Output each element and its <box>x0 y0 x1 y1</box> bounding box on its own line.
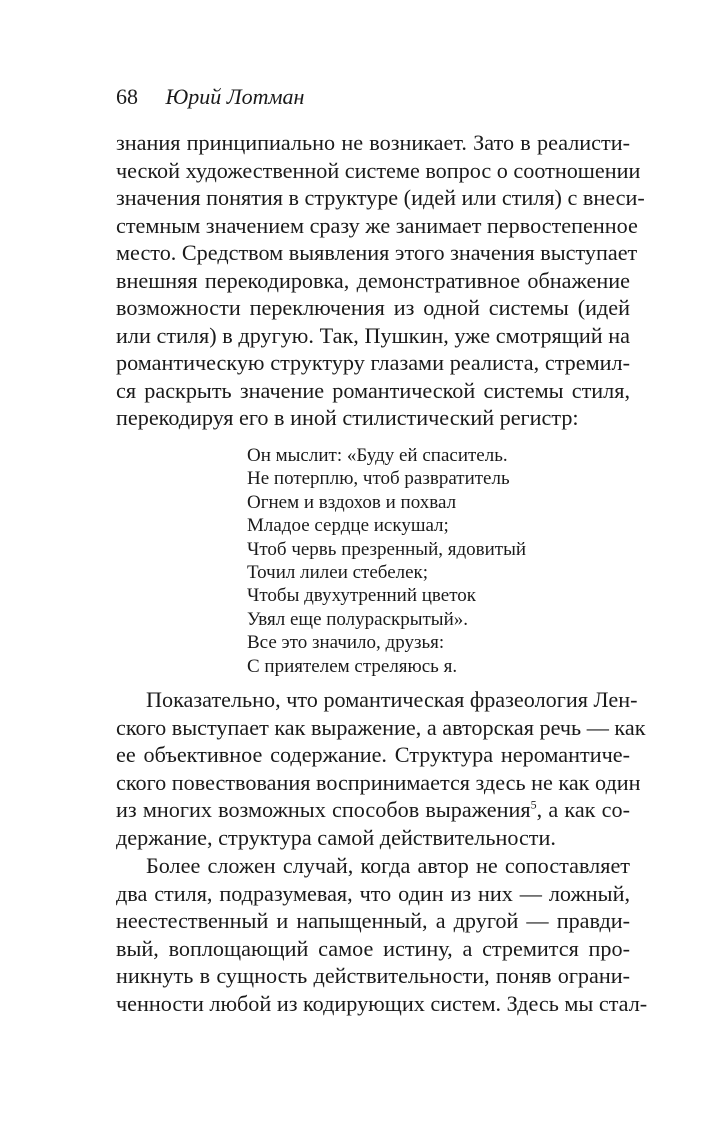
text-line: или стиля) в другую. Так, Пушкин, уже смотрящий на <box>116 322 630 348</box>
verse-line: Он мыслит: «Буду ей спаситель. <box>247 445 508 466</box>
text-line: Показательно, что романтическая фразеология Лен- <box>146 687 638 712</box>
text-line: ся раскрыть значение романтической системы стиля, <box>116 377 630 403</box>
footnote-marker[interactable]: 5 <box>530 797 537 812</box>
text-line: возможности переключения из одной системы (идей <box>116 295 630 320</box>
verse-line: Не потерплю, чтоб развратитель <box>247 468 510 490</box>
text-line: ее объективное содержание. Структура неромантиче- <box>116 742 630 767</box>
verse-line: С приятелем стреляюсь я. <box>247 655 458 677</box>
text-fragment: , а как со- <box>536 797 631 822</box>
text-line: Более сложен случай, когда автор не сопоставляет <box>146 853 630 878</box>
verse-line: Огнем и вздохов и похвал <box>247 491 457 513</box>
text-line: ческой художественной системе вопрос о соотношении <box>116 157 641 183</box>
text-line: внешняя перекодировка, демонстративное обнажение <box>116 267 630 293</box>
running-title-author: Юрий Лотман <box>165 84 305 109</box>
page-number: 68 <box>116 84 138 109</box>
text-line: ченности любой из кодирующих систем. Здесь мы стал- <box>116 990 648 1016</box>
text-line: ского выступает как выражение, а авторская речь — как <box>116 714 646 740</box>
text-fragment: из многих возможных способов выражения <box>116 797 531 822</box>
text-line: вый, воплощающий самое истину, а стремится про- <box>116 935 630 961</box>
text-line: два стиля, подразумевая, что один из них — ложный, <box>116 880 630 906</box>
verse-quotation <box>247 444 526 678</box>
text-line: знания принципиально не возникает. Зато в реалисти- <box>116 130 630 155</box>
verse-line: Чтоб червь презренный, ядовитый <box>247 538 527 560</box>
text-line: перекодируя его в иной стилистический регистр: <box>116 405 579 430</box>
verse-line: Младое сердце искушал; <box>247 515 449 537</box>
text-line: держание, структура самой действительности. <box>116 824 556 850</box>
verse-line: Точил лилеи стебелек; <box>247 561 429 583</box>
text-line: стемным значением сразу же занимает первостепенное <box>116 212 638 238</box>
paragraph-3 <box>116 852 648 1017</box>
text-line: значения понятия в структуре (идей или стиля) с внеси- <box>116 185 645 210</box>
text-line: ского повествования воспринимается здесь не как один <box>116 769 641 795</box>
text-line-with-footnote <box>116 796 630 824</box>
verse-line: Все это значило, друзья: <box>247 632 445 654</box>
verse-line: Увял еще полураскрытый». <box>247 608 468 630</box>
text-line: никнуть в сущность действительности, поняв ограни- <box>116 963 630 988</box>
text-line: неестественный и напыщенный, а другой — правди- <box>116 908 630 933</box>
paragraph-1 <box>116 129 645 432</box>
verse-line: Чтобы двухутренний цветок <box>247 585 476 607</box>
text-line: романтическую структуру глазами реалиста, стремил- <box>116 350 630 375</box>
running-header <box>116 84 304 110</box>
text-line: место. Средством выявления этого значения выступает <box>116 240 638 265</box>
paragraph-2 <box>116 686 646 851</box>
